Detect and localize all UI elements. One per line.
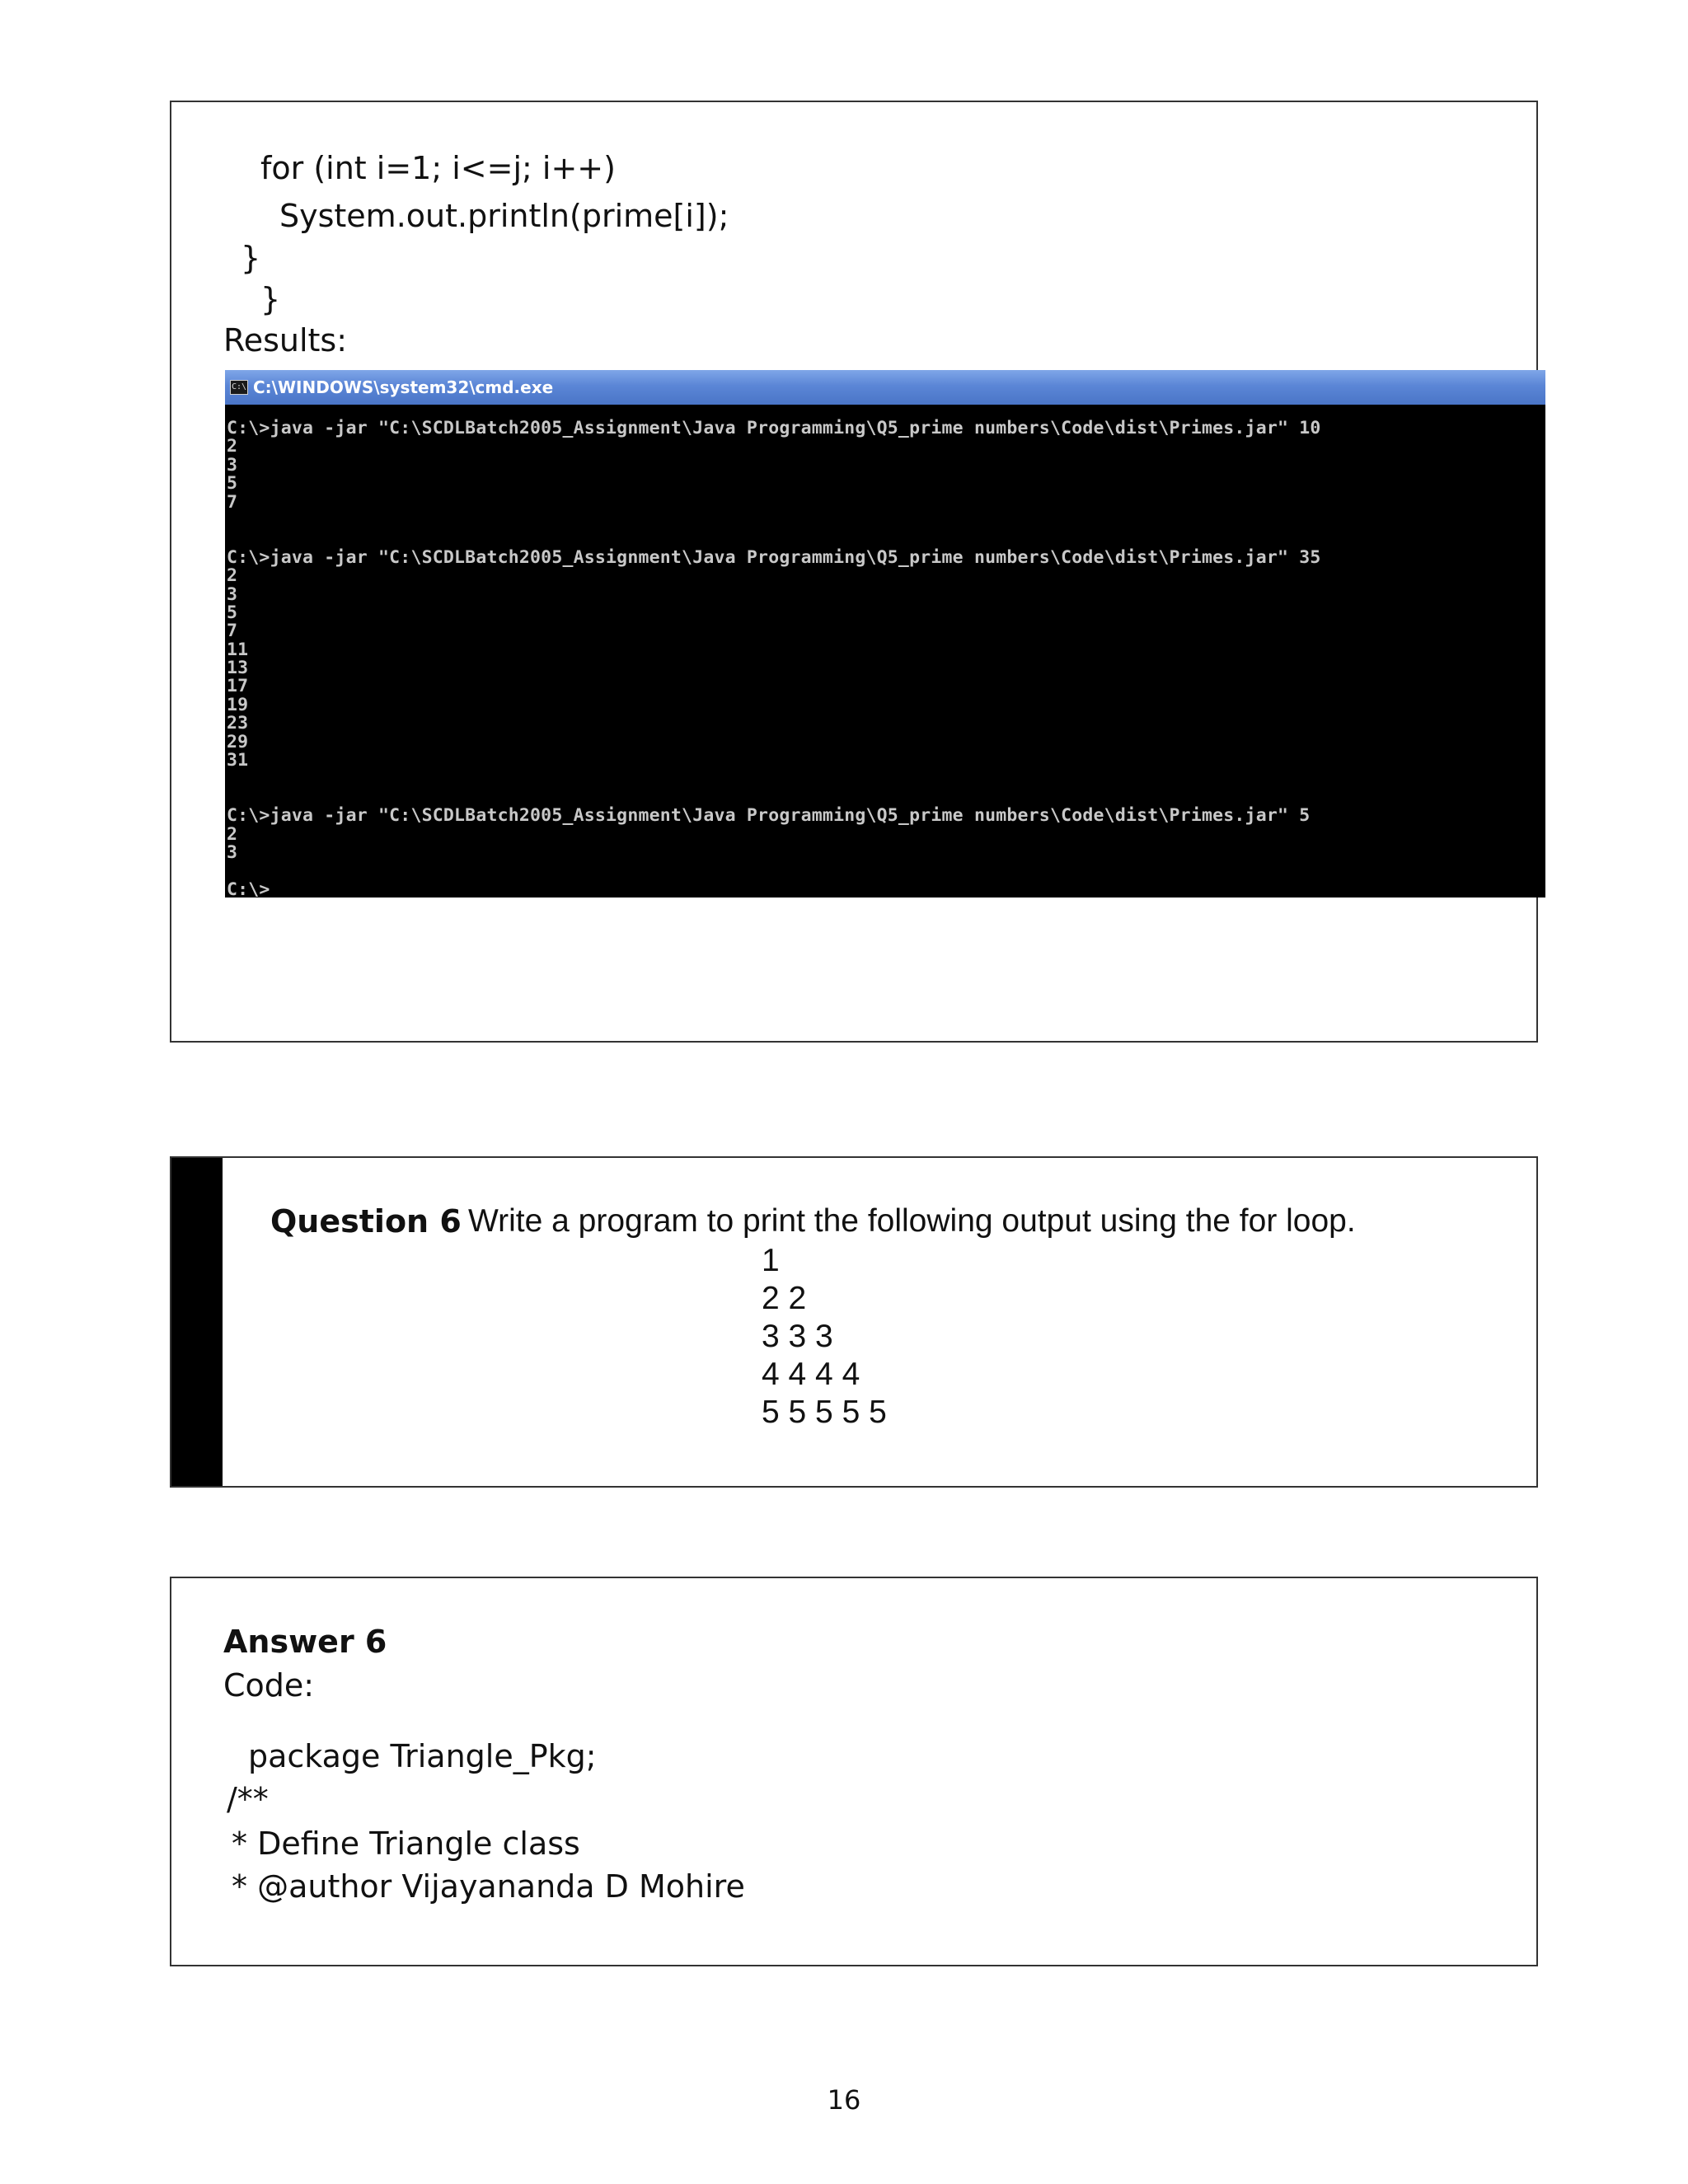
code-line: } <box>260 281 281 317</box>
cmd-output-line: 3 <box>227 454 238 476</box>
cmd-output-line <box>227 530 1545 548</box>
triangle-output-line: 2 2 <box>762 1281 807 1316</box>
code-line: } <box>241 240 261 276</box>
cmd-output-line: 31 <box>227 750 249 771</box>
cmd-output-line: 5 <box>227 602 238 623</box>
cmd-output-line: 5 <box>227 473 238 494</box>
code-line: * @author Vijayananda D Mohire <box>232 1868 745 1905</box>
cmd-title-bar <box>225 370 1545 405</box>
cmd-window-screenshot <box>225 370 1545 898</box>
cmd-output-line <box>227 512 1545 530</box>
cmd-output <box>227 405 1545 898</box>
triangle-output-line: 3 3 3 <box>762 1319 833 1354</box>
triangle-output-line: 5 5 5 5 5 <box>762 1394 887 1430</box>
cmd-output-line: 29 <box>227 731 249 752</box>
cmd-output-line: 2 <box>227 565 238 587</box>
question-text: Write a program to print the following output using the for loop. <box>468 1203 1356 1239</box>
cmd-output-line: 13 <box>227 658 249 679</box>
cmd-window-icon: C:\ <box>230 380 248 395</box>
code-line: for (int i=1; i<=j; i++) <box>260 150 616 186</box>
results-label: Results: <box>223 322 348 359</box>
code-line: package Triangle_Pkg; <box>248 1738 597 1774</box>
cmd-output-line: C:\>java -jar "C:\SCDLBatch2005_Assignment\Java Programming\Q5_prime numbers\Code\dist\Primes.jar" 10 <box>227 418 1321 438</box>
triangle-output-line: 4 4 4 4 <box>762 1357 860 1392</box>
cmd-output-line <box>227 789 1545 807</box>
triangle-output-line: 1 <box>762 1243 780 1278</box>
cmd-output-line: C:\>java -jar "C:\SCDLBatch2005_Assignment\Java Programming\Q5_prime numbers\Code\dist\Primes.jar" 35 <box>227 546 1321 568</box>
cmd-output-line: 2 <box>227 436 238 457</box>
cmd-output-line: 2 <box>227 823 238 845</box>
question-label: Question 6 <box>270 1203 462 1240</box>
cmd-output-line: 7 <box>227 621 238 642</box>
answer-box <box>170 1577 1538 1966</box>
cmd-output-line: 3 <box>227 583 238 605</box>
page-number: 16 <box>827 2084 861 2116</box>
question-side-bar <box>171 1158 223 1486</box>
cmd-output-line: 19 <box>227 694 249 715</box>
cmd-output-line: 3 <box>227 841 238 863</box>
code-line: * Define Triangle class <box>232 1825 580 1862</box>
code-line: /** <box>227 1781 269 1817</box>
cmd-window-title: C:\WINDOWS\system32\cmd.exe <box>253 377 554 397</box>
cmd-output-line <box>227 862 1545 880</box>
cmd-output-line: 23 <box>227 713 249 734</box>
code-line: System.out.println(prime[i]); <box>279 198 729 234</box>
answer-label: Answer 6 <box>223 1624 387 1660</box>
cmd-output-line: 17 <box>227 676 249 697</box>
cmd-output-line: C:\> <box>227 879 270 898</box>
cmd-output-line: 11 <box>227 639 249 660</box>
cmd-output-line: 7 <box>227 491 238 513</box>
code-label: Code: <box>223 1667 315 1704</box>
cmd-output-line: C:\>java -jar "C:\SCDLBatch2005_Assignment\Java Programming\Q5_prime numbers\Code\dist\Primes.jar" 5 <box>227 805 1311 827</box>
question-box <box>170 1156 1538 1488</box>
cmd-output-line <box>227 770 1545 788</box>
code-results-box <box>170 101 1538 1043</box>
